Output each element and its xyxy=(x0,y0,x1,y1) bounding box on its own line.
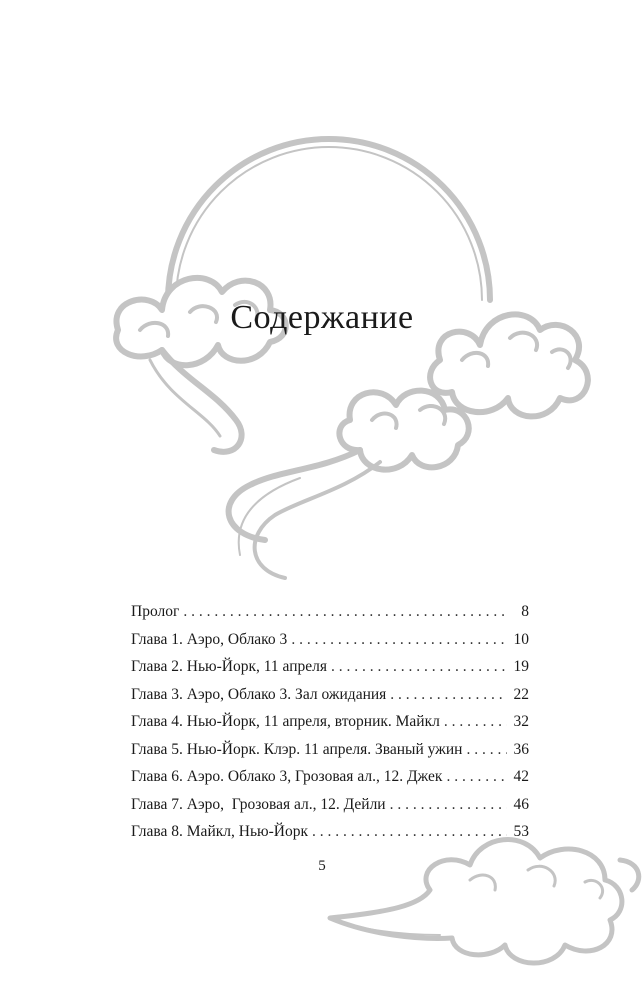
toc-entry-page: 53 xyxy=(513,823,529,840)
dot-leader xyxy=(390,686,507,704)
toc-entry-chapter-6[interactable] xyxy=(131,768,529,796)
toc-entry-prologue[interactable] xyxy=(131,603,529,631)
table-of-contents xyxy=(131,603,529,851)
toc-entry-chapter-3[interactable] xyxy=(131,686,529,714)
dot-leader xyxy=(331,658,507,676)
toc-entry-chapter-1[interactable] xyxy=(131,631,529,659)
toc-entry-page: 8 xyxy=(521,603,529,620)
toc-entry-title: Глава 4. Нью-Йорк, 11 апреля, вторник. Майкл xyxy=(131,713,440,730)
toc-entry-chapter-4[interactable] xyxy=(131,713,529,741)
dot-leader xyxy=(183,603,507,621)
toc-entry-page: 42 xyxy=(513,768,529,785)
toc-entry-title: Глава 1. Аэро, Облако 3 xyxy=(131,630,288,648)
toc-entry-chapter-5[interactable] xyxy=(131,741,529,769)
page-number: 5 xyxy=(318,858,326,874)
dot-leader xyxy=(291,631,507,649)
toc-entry-chapter-2[interactable] xyxy=(131,658,529,686)
toc-entry-title: Глава 7. Аэро, Грозовая ал., 12. Дейли xyxy=(131,795,386,813)
toc-entry-page: 36 xyxy=(513,740,529,758)
toc-entry-chapter-7[interactable] xyxy=(131,796,529,824)
dot-leader xyxy=(446,768,507,786)
dot-leader xyxy=(466,741,507,759)
toc-entry-page: 10 xyxy=(513,630,529,648)
contents-heading: Содержание xyxy=(230,298,414,336)
toc-entry-title: Глава 2. Нью-Йорк, 11 апреля xyxy=(131,658,328,675)
toc-entry-page: 46 xyxy=(513,795,529,813)
toc-entry-page: 22 xyxy=(513,685,529,703)
toc-entry-title: Глава 6. Аэро. Облако 3, Грозовая ал., 12. Джек xyxy=(131,768,443,785)
toc-entry-page: 19 xyxy=(513,658,529,675)
dot-leader xyxy=(444,713,507,731)
toc-entry-title: Глава 5. Нью-Йорк. Клэр. 11 апреля. Званый ужин xyxy=(131,740,463,758)
dot-leader xyxy=(312,823,507,841)
toc-entry-title: Пролог xyxy=(131,603,180,620)
dot-leader xyxy=(390,796,507,814)
toc-entry-chapter-8[interactable] xyxy=(131,823,529,851)
toc-entry-page: 32 xyxy=(513,713,529,730)
toc-entry-title: Глава 3. Аэро, Облако 3. Зал ожидания xyxy=(131,685,387,703)
toc-entry-title: Глава 8. Майкл, Нью-Йорк xyxy=(131,823,308,840)
